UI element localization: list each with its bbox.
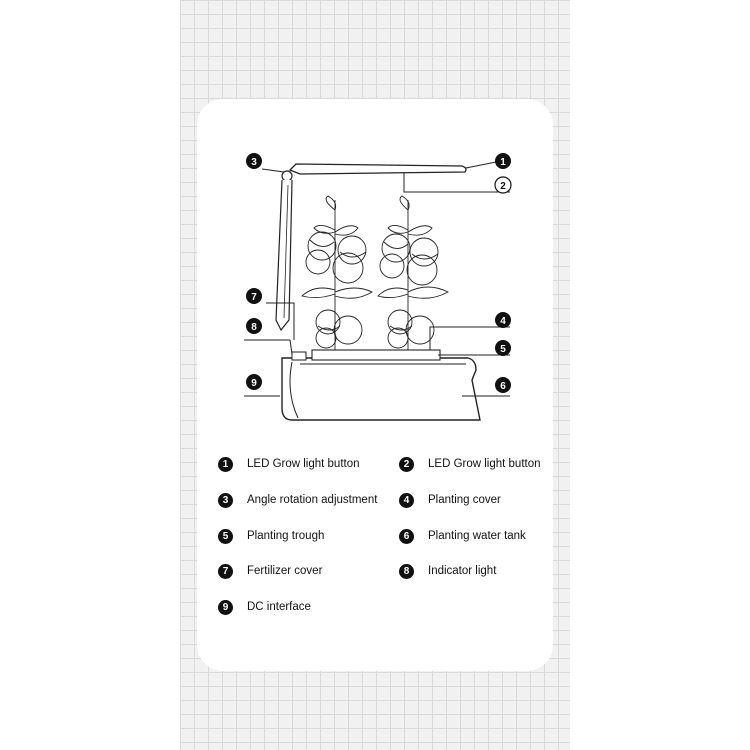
planting-trough [312, 350, 440, 360]
svg-text:3: 3 [251, 157, 257, 168]
callout-3 [246, 153, 262, 169]
callout-9 [246, 374, 262, 390]
svg-text:5: 5 [500, 344, 506, 355]
svg-text:2: 2 [500, 181, 506, 192]
svg-text:9: 9 [251, 378, 257, 389]
legend-label: LED Grow light button [428, 458, 541, 470]
callout-1 [495, 153, 511, 169]
legend-label: Planting water tank [428, 530, 526, 542]
legend-label: DC interface [247, 601, 311, 613]
legend-number: 1 [218, 457, 233, 472]
legend-number: 5 [218, 529, 233, 544]
legend-label: Fertilizer cover [247, 565, 323, 577]
legend-number: 7 [218, 564, 233, 579]
svg-text:8: 8 [251, 322, 257, 333]
legend-label: LED Grow light button [247, 458, 360, 470]
callout-8 [246, 318, 262, 334]
callout-7 [246, 288, 262, 304]
svg-text:4: 4 [500, 316, 506, 327]
svg-text:6: 6 [500, 381, 506, 392]
rotation-joint [282, 171, 292, 181]
legend-number: 8 [399, 564, 414, 579]
callout-6 [495, 377, 511, 393]
legend-number: 6 [399, 529, 414, 544]
callout-2 [495, 177, 511, 193]
legend-label: Angle rotation adjustment [247, 494, 378, 506]
legend-number: 9 [218, 600, 233, 615]
callout-5 [495, 340, 511, 356]
legend-number: 3 [218, 493, 233, 508]
svg-text:7: 7 [251, 292, 257, 303]
legend-label: Indicator light [428, 565, 497, 577]
legend-label: Planting trough [247, 530, 325, 542]
led-light-bar [290, 164, 466, 174]
callout-4 [495, 312, 511, 328]
legend-label: Planting cover [428, 494, 501, 506]
legend-number: 4 [399, 493, 414, 508]
legend-number: 2 [399, 457, 414, 472]
plant-left [302, 196, 372, 350]
svg-text:1: 1 [500, 157, 506, 168]
water-tank [282, 358, 480, 420]
indicator-light [292, 352, 306, 360]
